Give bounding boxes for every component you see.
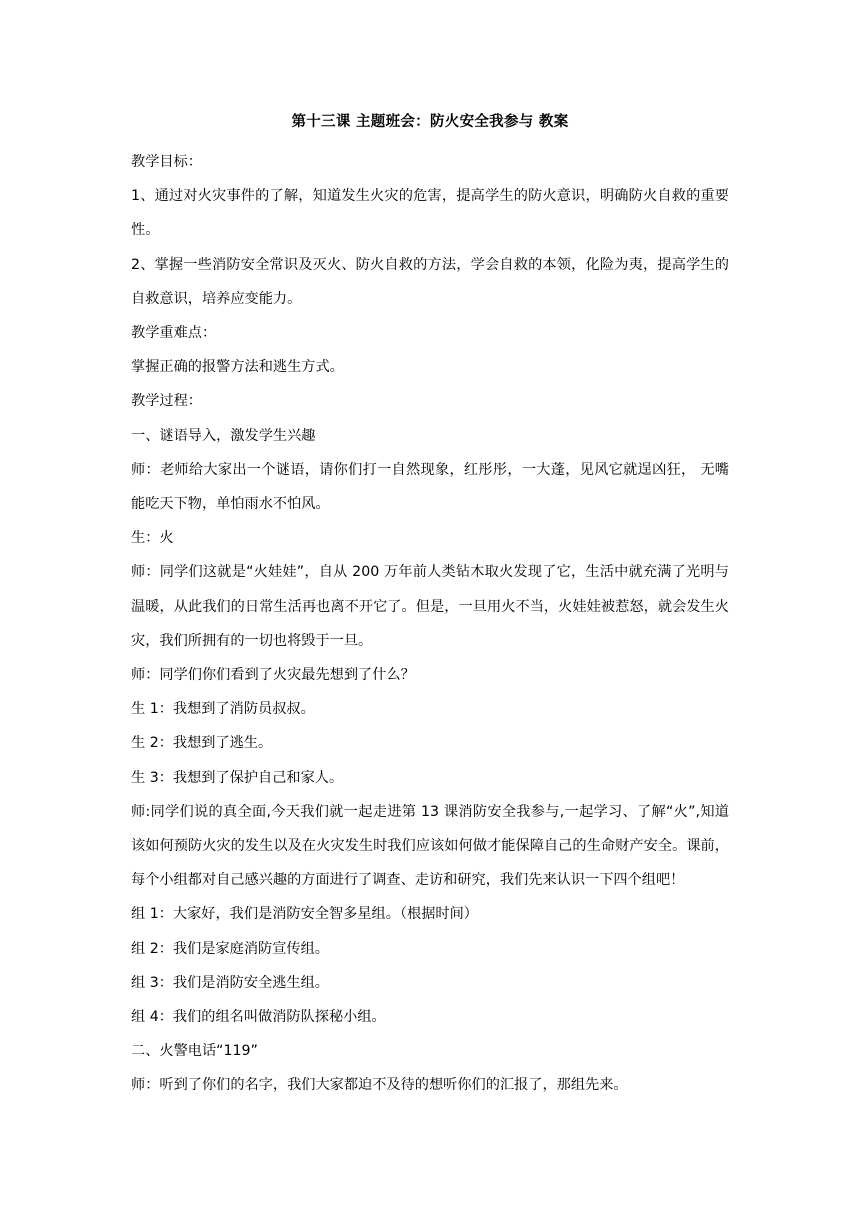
paragraph-student-2: 生 2：我想到了逃生。 bbox=[131, 735, 273, 752]
paragraph-key-points: 掌握正确的报警方法和逃生方式。 bbox=[131, 359, 344, 376]
paragraph-group-3: 组 3：我们是消防安全逃生组。 bbox=[131, 974, 329, 991]
paragraph-section-1-heading: 一、谜语导入，激发学生兴趣 bbox=[131, 427, 316, 444]
paragraph-key-points-heading: 教学重难点： bbox=[131, 325, 217, 342]
paragraph-goal-2: 2、掌握一些消防安全常识及灭火、防火自救的方法，学会自救的本领，化险为夷，提高学生的自救意识，培养应变能力。 bbox=[131, 256, 729, 307]
paragraph-student-3: 生 3：我想到了保护自己和家人。 bbox=[131, 769, 344, 786]
paragraph-teacher-riddle: 师：老师给大家出一个谜语，请你们打一自然现象，红彤彤，一大蓬，见风它就逞凶狂， 无嘴能吃天下物，单怕雨水不怕风。 bbox=[131, 461, 729, 513]
paragraph-group-1: 组 1：大家好，我们是消防安全智多星组。（根据时间） bbox=[131, 906, 478, 923]
document-body bbox=[131, 145, 729, 1103]
paragraph-teacher-fire-intro: 师：同学们这就是“火娃娃”，自从 200 万年前人类钻木取火发现了它，生活中就充满了光明与温暖，从此我们的日常生活再也离不开它了。但是，一旦用火不当，火娃娃被惹怒，就会发生火灾，我们所拥有的一切也将毁于一旦。 bbox=[131, 564, 729, 649]
paragraph-process-heading: 教学过程： bbox=[131, 393, 202, 410]
paragraph-group-2: 组 2：我们是家庭消防宣传组。 bbox=[131, 940, 329, 957]
paragraph-teacher-lesson-intro: 师:同学们说的真全面,今天我们就一起走进第 13 课消防安全我参与,一起学习、了解“火”,知道该如何预防火灾的发生以及在火灾发生时我们应该如何做才能保障自己的生命财产安全。课前，每个小组都对自己感兴趣的方面进行了调查、走访和研究，我们先来认识一下四个组吧！ bbox=[131, 803, 729, 889]
paragraph-teacher-question: 师：同学们你们看到了火灾最先想到了什么？ bbox=[131, 667, 415, 684]
paragraph-group-4: 组 4：我们的组名叫做消防队探秘小组。 bbox=[131, 1009, 386, 1026]
paragraph-student-1: 生 1：我想到了消防员叔叔。 bbox=[131, 701, 315, 718]
paragraph-student-answer: 生：火 bbox=[131, 530, 174, 547]
paragraph-section-2-heading: 二、火警电话“119” bbox=[131, 1043, 258, 1060]
paragraph-teaching-goals-heading: 教学目标： bbox=[131, 154, 202, 170]
paragraph-teacher-transition: 师：听到了你们的名字，我们大家都迫不及待的想听你们的汇报了，那组先来。 bbox=[131, 1077, 628, 1094]
document-title: 第十三课 主题班会：防火安全我参与 教案 bbox=[291, 114, 569, 130]
paragraph-goal-1: 1、通过对火灾事件的了解，知道发生火灾的危害，提高学生的防火意识，明确防火自救的重要性。 bbox=[131, 188, 729, 239]
